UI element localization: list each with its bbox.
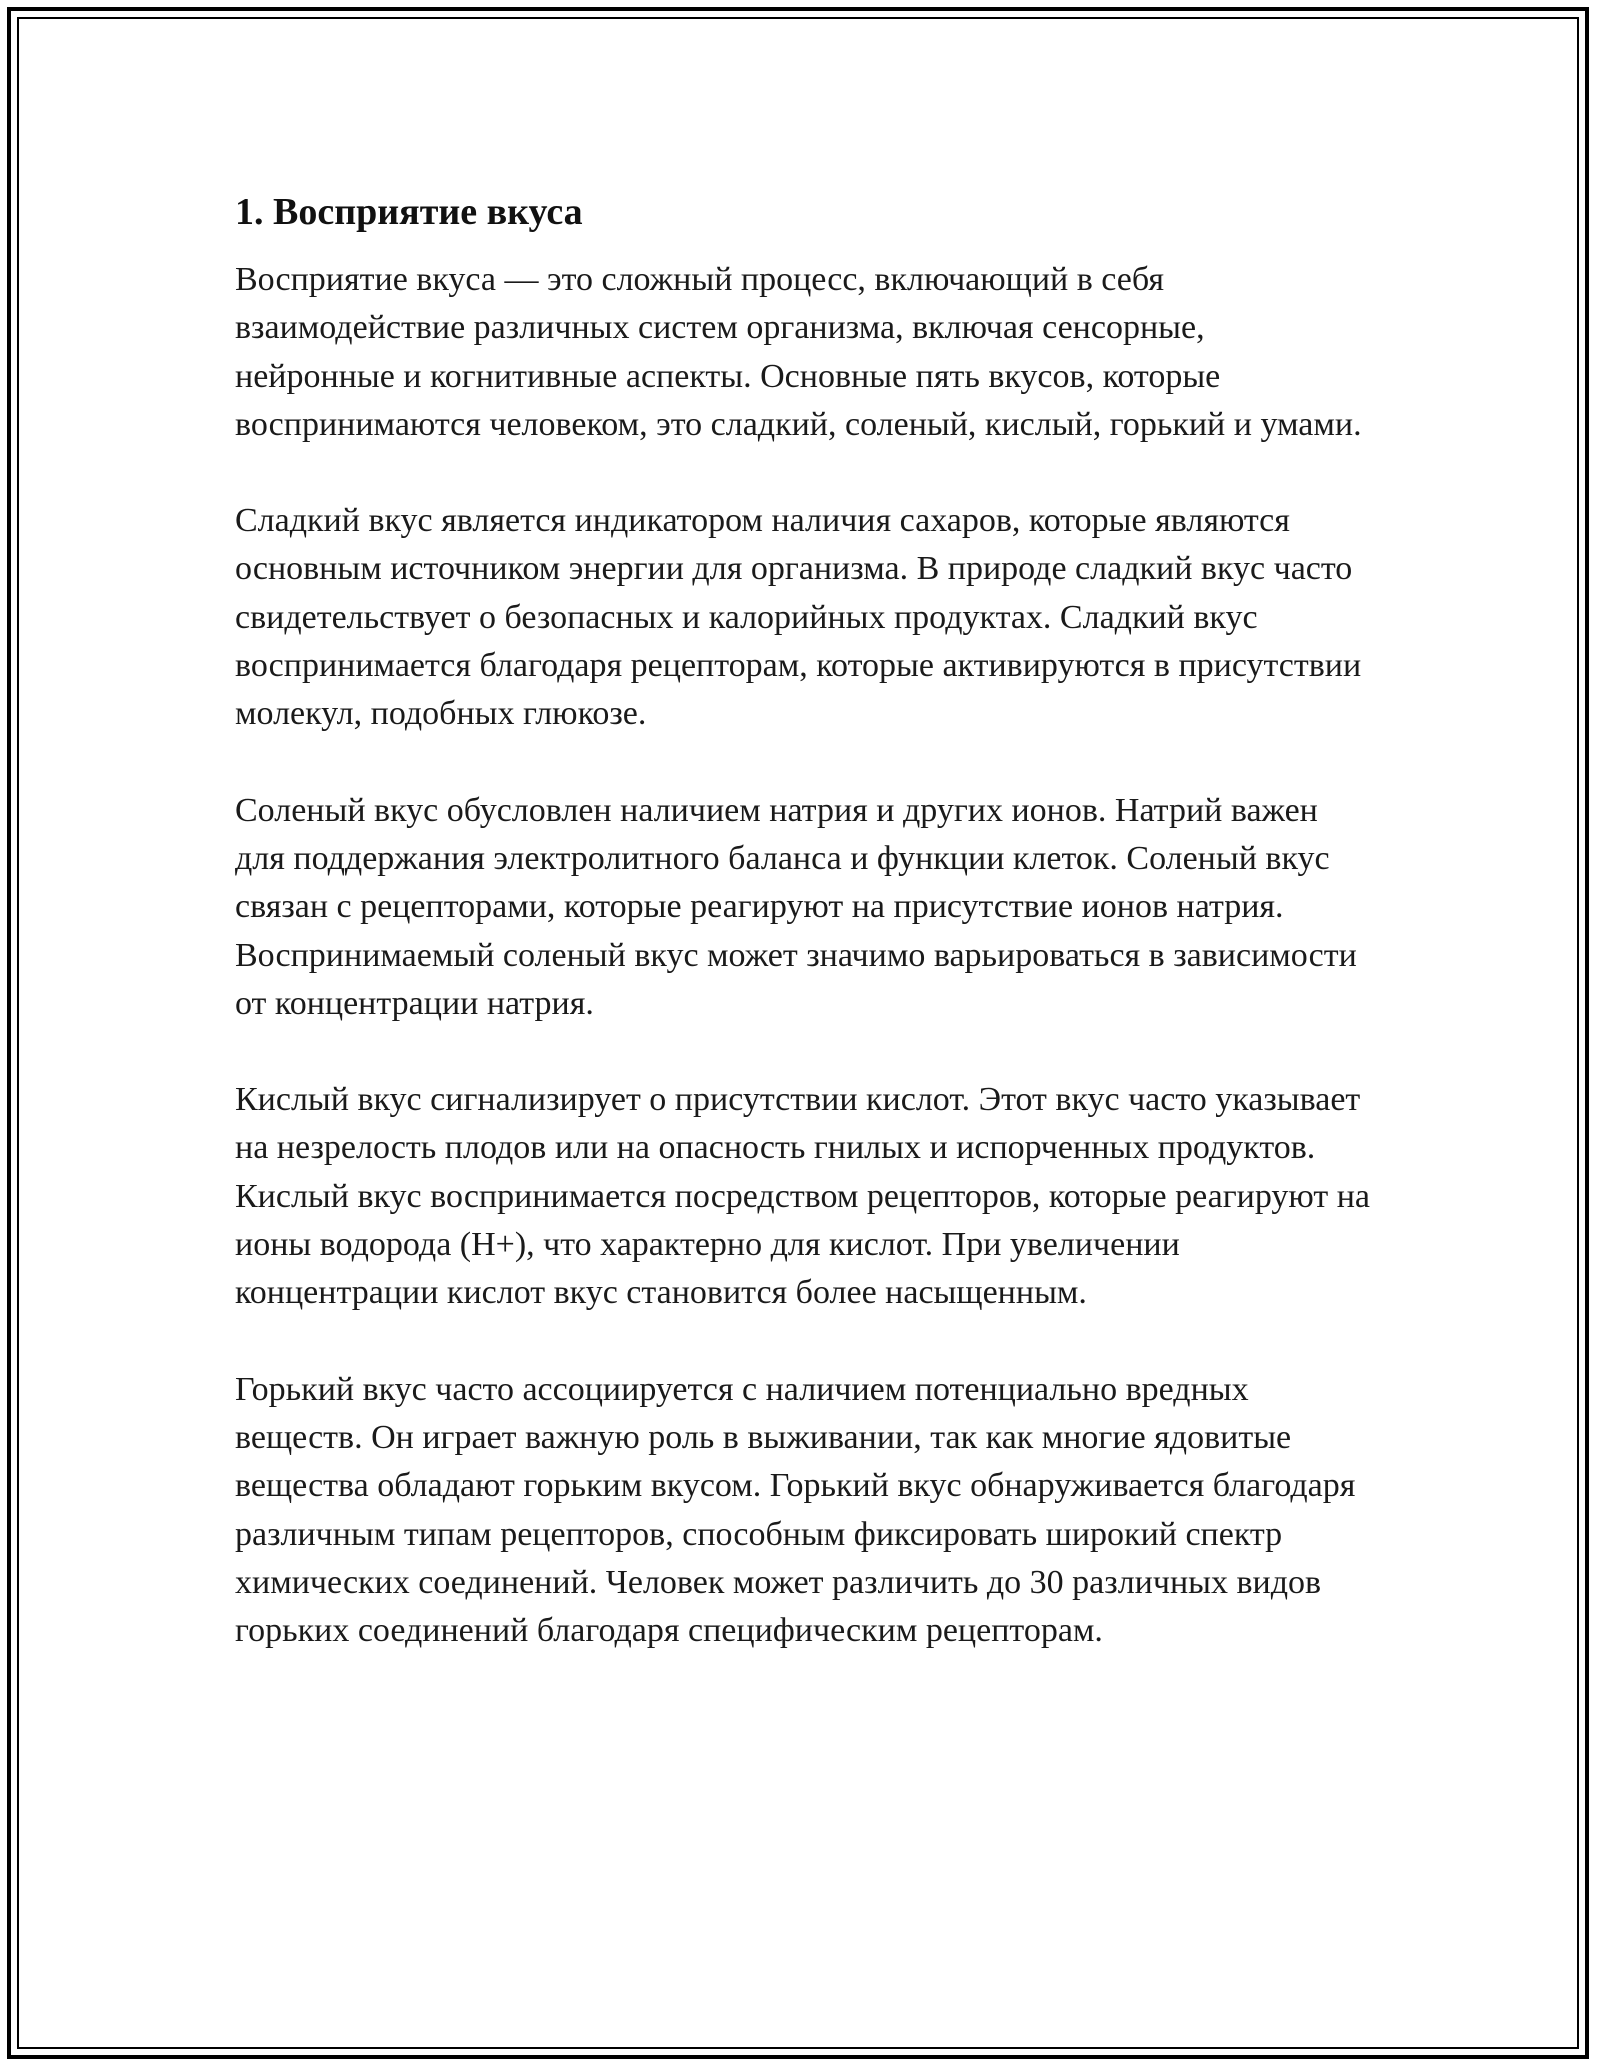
paragraph-salty: Соленый вкус обусловлен наличием натрия и других ионов. Натрий важен для поддержания электролитного баланса и функции клеток. Соленый вкус связан с рецепторами, которые реагируют на присутствие ионов натрия. Воспринимаемый соленый вкус может значимо варьироваться в зависимости от концентрации натрия. [235, 791, 1357, 1022]
paragraph-sweet: Сладкий вкус является индикатором наличия сахаров, которые являются основным источником энергии для организма. В природе сладкий вкус часто свидетельствует о безопасных и калорийных продуктах. Сладкий вкус воспринимается благодаря рецепторам, которые активируются в присутствии молекул, подобных глюкозе. [235, 502, 1362, 733]
document-body [235, 188, 1370, 1703]
paragraph-intro: Восприятие вкуса — это сложный процесс, включающий в себя взаимодействие различных систем организма, включая сенсорные, нейронные и когнитивные аспекты. Основные пять вкусов, которые воспринимаются человеком, это сладкий, соленый, кислый, горький и умами. [235, 261, 1362, 443]
paragraph-bitter: Горький вкус часто ассоциируется с наличием потенциально вредных веществ. Он играет важную роль в выживании, так как многие ядовитые вещества обладают горьким вкусом. Горький вкус обнаруживается благодаря различным типам рецепторов, способным фиксировать широкий спектр химических соединений. Человек может различить до 30 различных видов горьких соединений благодаря специфическим рецепторам. [235, 1370, 1356, 1650]
paragraph-sour: Кислый вкус сигнализирует о присутствии кислот. Этот вкус часто указывает на незрелость плодов или на опасность гнилых и испорченных продуктов. Кислый вкус воспринимается посредством рецепторов, которые реагируют на ионы водорода (H+), что характерно для кислот. При увеличении концентрации кислот вкус становится более насыщенным. [235, 1081, 1370, 1312]
section-heading: 1. Восприятие вкуса [235, 191, 583, 233]
